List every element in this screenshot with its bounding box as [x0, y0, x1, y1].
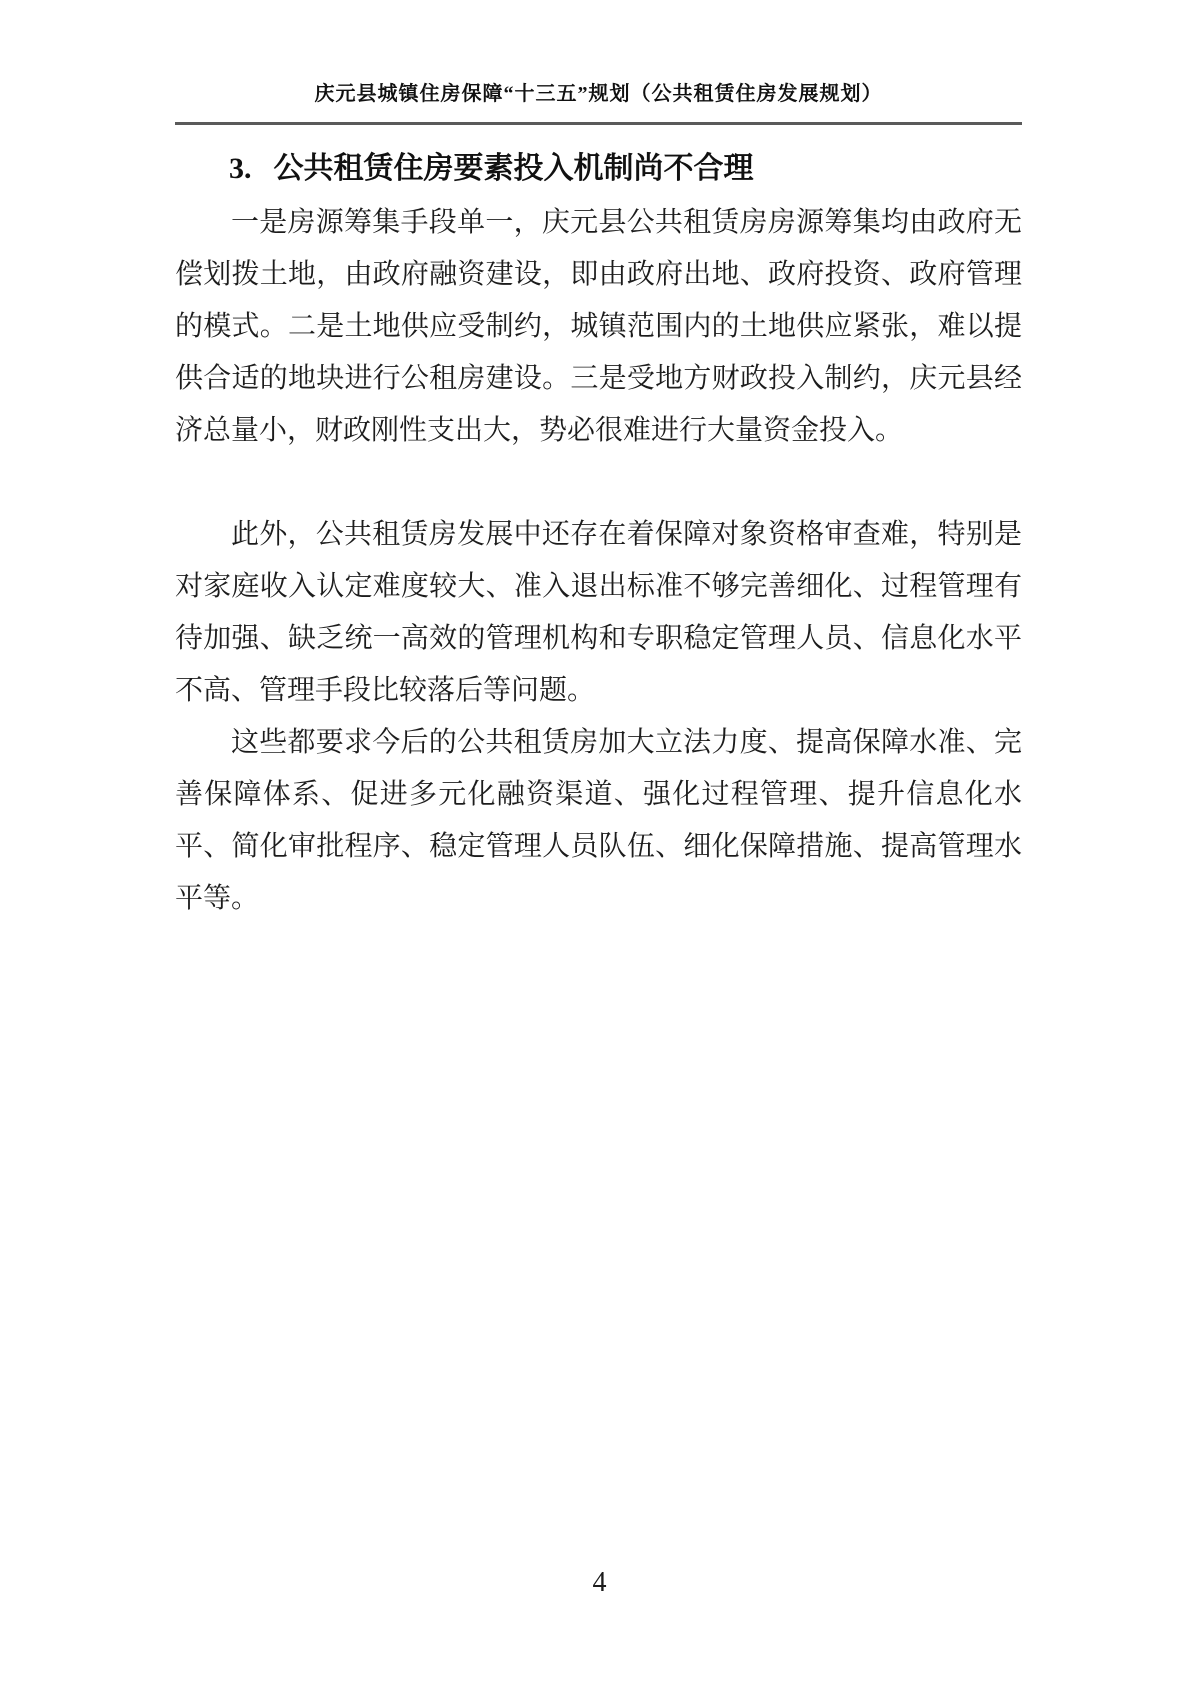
running-header-title: 庆元县城镇住房保障“十三五”规划（公共租赁住房发展规划） — [314, 83, 883, 105]
page-number: 4 — [592, 1567, 607, 1598]
section-number: 3. — [229, 152, 252, 185]
header-divider — [175, 122, 1022, 125]
document-body — [175, 143, 1022, 925]
section-heading — [175, 143, 1022, 195]
section-title: 公共租赁住房要素投入机制尚不合理 — [273, 152, 754, 185]
page-header — [175, 0, 1022, 125]
paragraph-3: 这些都要求今后的公共租赁房加大立法力度、提高保障水准、完善保障体系、促进多元化融资渠道、强化过程管理、提升信息化水平、简化审批程序、稳定管理人员队伍、细化保障措施、提高管理水平等。 — [175, 727, 1022, 914]
paragraph-1: 一是房源筹集手段单一，庆元县公共租赁房房源筹集均由政府无偿划拨土地，由政府融资建设，即由政府出地、政府投资、政府管理的模式。二是土地供应受制约，城镇范围内的土地供应紧张，难以提供合适的地块进行公租房建设。三是受地方财政投入制约，庆元县经济总量小，财政刚性支出大，势必很难进行大量资金投入。 — [175, 207, 1022, 446]
page-footer — [0, 1566, 1199, 1600]
paragraph-2: 此外，公共租赁房发展中还存在着保障对象资格审查难，特别是对家庭收入认定难度较大、准入退出标准不够完善细化、过程管理有待加强、缺乏统一高效的管理机构和专职稳定管理人员、信息化水平不高、管理手段比较落后等问题。 — [175, 519, 1022, 706]
